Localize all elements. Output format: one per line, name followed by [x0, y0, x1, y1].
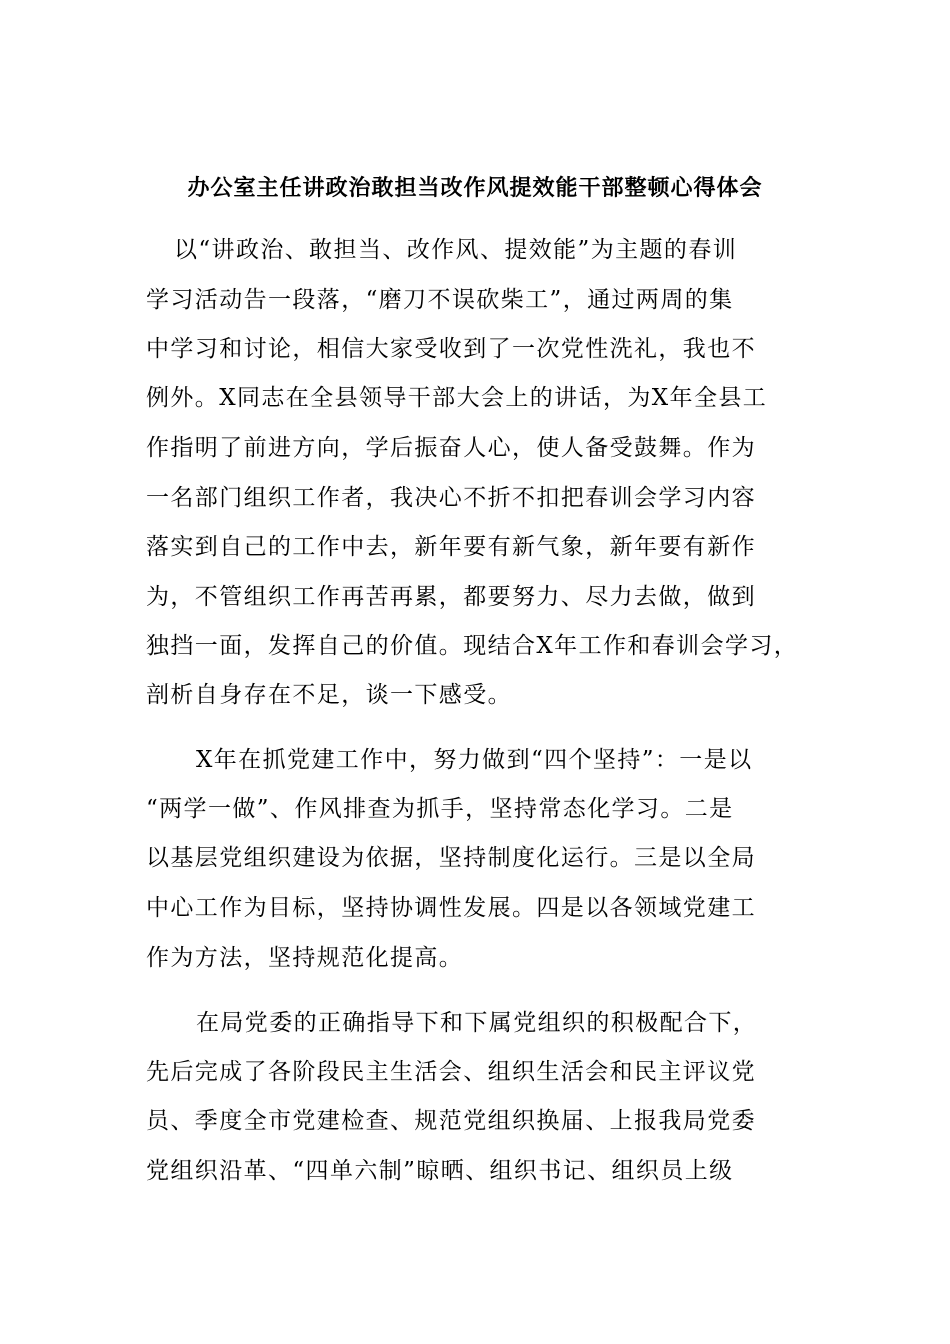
paragraph-1-line-4: 例外。X同志在全县领导干部大会上的讲话，为X年全县工 — [146, 385, 768, 411]
paragraph-1-line-10: 剖析自身存在不足，谈一下感受。 — [146, 682, 512, 708]
paragraph-3-line-3: 员、季度全市党建检查、规范党组织换届、上报我局党委 — [146, 1108, 756, 1134]
paragraph-2-line-1: X年在抓党建工作中，努力做到“四个坚持”：一是以 — [196, 747, 753, 773]
paragraph-3-line-4: 党组织沿革、“四单六制”晾晒、组织书记、组织员上级 — [146, 1158, 734, 1184]
paragraph-2-line-2: “两学一做”、作风排查为抓手，坚持常态化学习。二是 — [146, 796, 734, 822]
paragraph-2-line-4: 中心工作为目标，坚持协调性发展。四是以各领域党建工 — [146, 895, 756, 921]
paragraph-1-line-7: 落实到自己的工作中去，新年要有新气象，新年要有新作 — [146, 534, 756, 560]
paragraph-1-line-6: 一名部门组织工作者，我决心不折不扣把春训会学习内容 — [146, 485, 756, 511]
paragraph-3-line-2: 先后完成了各阶段民主生活会、组织生活会和民主评议党 — [146, 1059, 756, 1085]
document-title: 办公室主任讲政治敢担当改作风提效能干部整顿心得体会 — [187, 175, 763, 201]
paragraph-1-line-5: 作指明了前进方向，学后振奋人心，使人备受鼓舞。作为 — [146, 435, 756, 461]
paragraph-1-line-8: 为，不管组织工作再苦再累，都要努力、尽力去做，做到 — [146, 584, 756, 610]
paragraph-2-line-3: 以基层党组织建设为依据，坚持制度化运行。三是以全局 — [146, 845, 756, 871]
paragraph-1-line-3: 中学习和讨论，相信大家受收到了一次党性洗礼，我也不 — [146, 336, 756, 362]
paragraph-1-line-1: 以“讲政治、敢担当、改作风、提效能”为主题的春训 — [174, 237, 738, 263]
paragraph-3-line-1: 在局党委的正确指导下和下属党组织的积极配合下， — [196, 1010, 758, 1036]
paragraph-2-line-5: 作为方法，坚持规范化提高。 — [146, 945, 464, 971]
paragraph-1-line-2: 学习活动告一段落，“磨刀不误砍柴工”，通过两周的集 — [146, 287, 734, 313]
paragraph-1-line-9: 独挡一面，发挥自己的价值。现结合X年工作和春训会学习， — [146, 633, 799, 659]
